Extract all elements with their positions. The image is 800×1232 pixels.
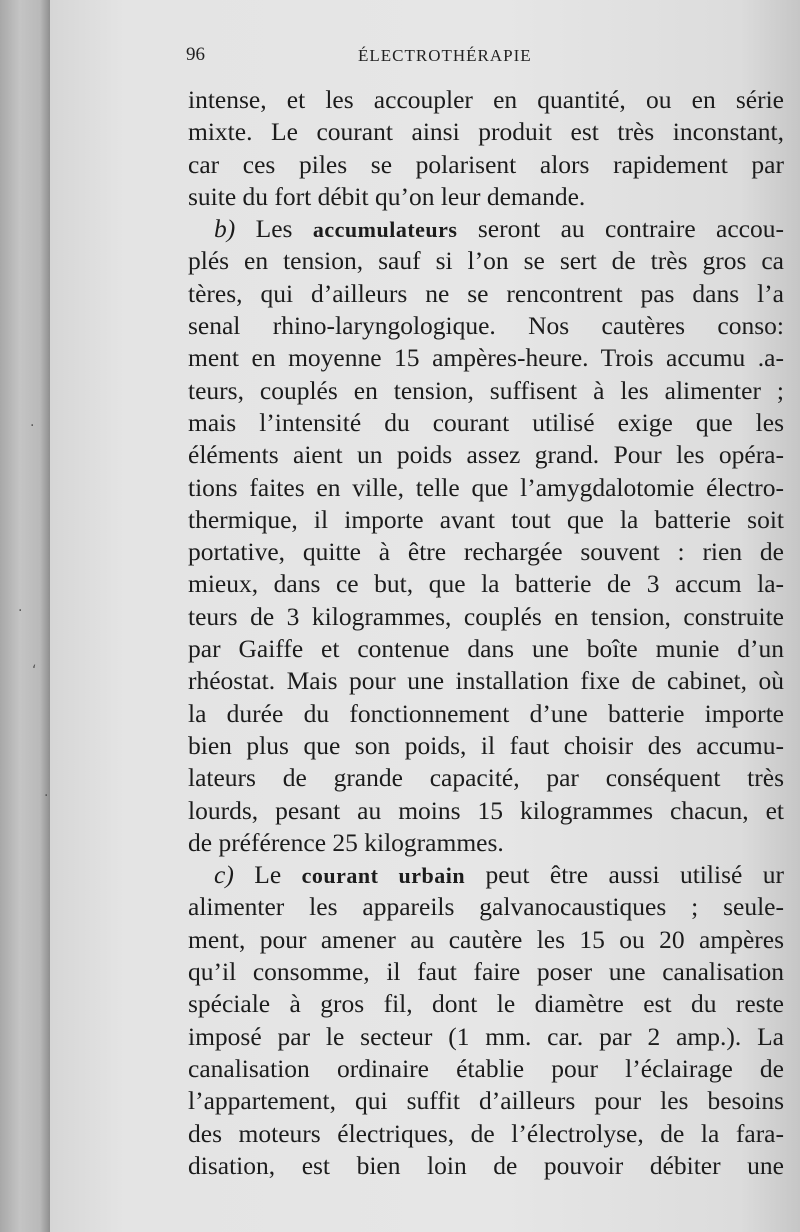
text-line: éléments aient un poids assez grand. Pour les opéra- <box>188 440 784 470</box>
text-line: teurs, couplés en tension, suffisent à les alimenter ; <box>188 375 784 405</box>
margin-mark: · <box>18 603 23 619</box>
binding-gutter <box>0 0 50 1232</box>
text-line: qu’il consomme, il faut faire poser une canalisation <box>188 957 784 987</box>
running-title: ÉLECTROTHÉRAPIE <box>358 46 532 65</box>
text-line: mieux, dans ce but, que la batterie de 3 accum la- <box>188 569 784 599</box>
text-line: suite du fort débit qu’on leur demande. <box>188 181 586 211</box>
bold-term: courant urbain <box>301 863 466 889</box>
page-number: 96 <box>186 44 205 65</box>
text-line: lateurs de grande capacité, par conséquent très <box>188 763 784 793</box>
text-line: la durée du fonctionnement d’une batterie importe <box>188 698 784 728</box>
text-line: bien plus que son poids, il faut choisir des accumu- <box>188 730 784 760</box>
text-line: portative, quitte à être rechargée souvent : rien de <box>188 537 784 567</box>
text-line: ment en moyenne 15 ampères-heure. Trois accumu .a- <box>188 343 784 373</box>
text-line: tions faites en ville, telle que l’amygdalotomie électro- <box>188 472 784 502</box>
text-line: spéciale à gros fil, dont le diamètre est du reste <box>188 989 784 1019</box>
text-line: ment, pour amener au cautère les 15 ou 20 ampères <box>188 924 784 954</box>
text-line: teurs de 3 kilogrammes, couplés en tension, construite <box>188 601 784 631</box>
text-run: Le <box>254 860 302 890</box>
paragraph-c-first-line <box>188 859 784 891</box>
paragraph-b-first-line <box>188 213 784 245</box>
text-line: car ces piles se polarisent alors rapidement par <box>188 149 784 179</box>
text-line: mixte. Le courant ainsi produit est très inconstant, <box>188 117 784 147</box>
text-run: seront au contraire accou- <box>457 214 784 244</box>
text-line: lourds, pesant au moins 15 kilogrammes chacun, et <box>188 795 784 825</box>
text-line: plés en tension, sauf si l’on se sert de très gros ca <box>188 246 784 276</box>
text-line: rhéostat. Mais pour une installation fixe de cabinet, où <box>188 666 784 696</box>
text-line: de préférence 25 kilogrammes. <box>188 827 504 857</box>
text-line: intense, et les accoupler en quantité, ou en série <box>188 85 784 114</box>
paragraph-label: c) <box>214 860 234 890</box>
margin-mark: · <box>30 418 35 434</box>
margin-mark: · <box>44 788 49 804</box>
text-line: thermique, il importe avant tout que la batterie soit <box>188 504 784 534</box>
page-header <box>186 44 786 72</box>
text-line: des moteurs électriques, de l’électrolyse, de la fara- <box>188 1118 784 1148</box>
text-run: Les <box>255 214 313 244</box>
text-line: imposé par le secteur (1 mm. car. par 2 amp.). La <box>188 1021 784 1051</box>
text-line: l’appartement, qui suffit d’ailleurs pour les besoins <box>188 1086 784 1116</box>
paragraph-label: b) <box>214 214 236 244</box>
bold-term: accumulateurs <box>312 217 458 243</box>
body-text <box>188 84 784 1182</box>
text-line: disation, est bien loin de pouvoir débiter une <box>188 1150 784 1180</box>
text-line: par Gaiffe et contenue dans une boîte munie d’un <box>188 634 784 664</box>
text-line: senal rhino-laryngologique. Nos cautères conso: <box>188 311 784 341</box>
margin-mark: ‘ <box>32 663 37 679</box>
text-line: mais l’intensité du courant utilisé exige que les <box>188 407 784 437</box>
text-line: tères, qui d’ailleurs ne se rencontrent pas dans l’a <box>188 278 784 308</box>
text-run: peut être aussi utilisé ur <box>465 860 784 890</box>
text-line: alimenter les appareils galvanocaustiques ; seule- <box>188 892 784 922</box>
text-line: canalisation ordinaire établie pour l’éclairage de <box>188 1053 784 1083</box>
